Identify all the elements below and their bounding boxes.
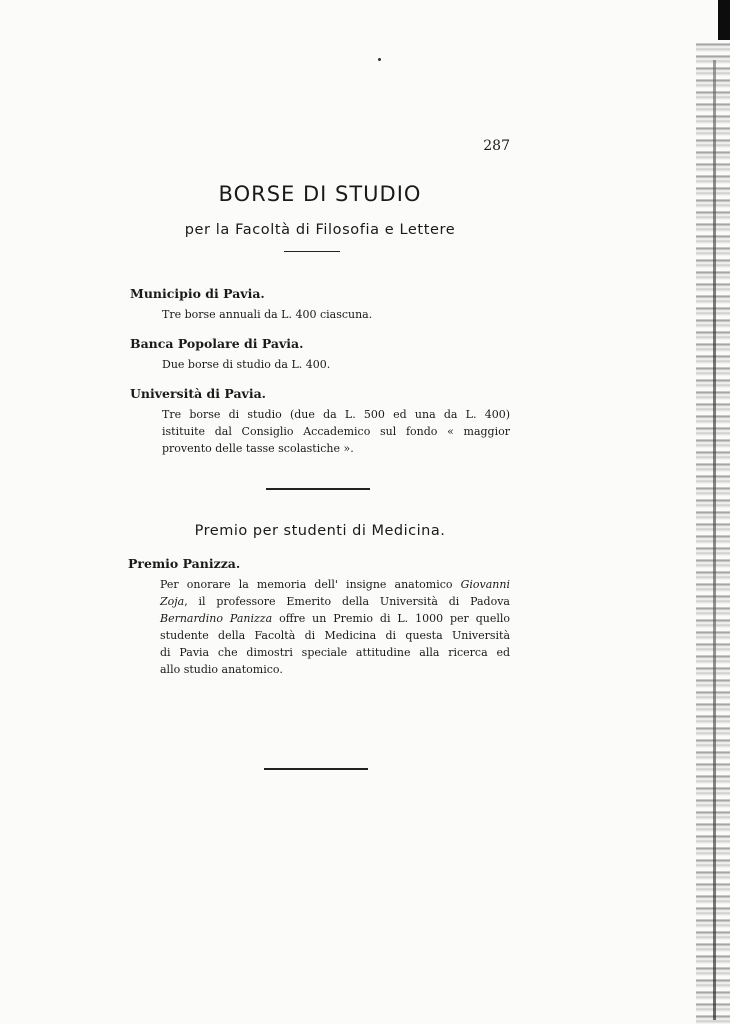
text-line	[160, 593, 510, 610]
prize-heading: Premio Panizza.	[128, 556, 241, 571]
page-subtitle: per la Facoltà di Filosofia e Lettere	[184, 222, 456, 238]
text-run: , il professore Emerito della Università di Padova	[184, 595, 510, 608]
scholarship-text: Tre borse annuali da L. 400 ciascuna.	[162, 308, 373, 321]
text-line: provento delle tasse scolastiche ».	[162, 442, 354, 455]
text-line	[160, 576, 510, 593]
scan-edge-line	[713, 60, 716, 1020]
scholarship-heading: Università di Pavia.	[130, 386, 267, 401]
text-line: allo studio anatomico.	[160, 663, 283, 676]
person-name: Zoja	[160, 595, 185, 608]
section-divider	[266, 488, 370, 490]
text-run: offre un Premio di L. 1000 per quello	[272, 612, 511, 625]
text-line: di Pavia che dimostri speciale attitudine alla ricerca ed	[160, 646, 510, 659]
text-run: Per onorare la memoria dell' insigne anatomico	[160, 578, 461, 591]
person-name: Bernardino Panizza	[160, 612, 273, 625]
scholarship-heading: Banca Popolare di Pavia.	[130, 336, 304, 351]
text-line: studente della Facoltà di Medicina di questa Università	[160, 629, 510, 642]
prize-text-block	[160, 576, 510, 678]
scholarship-text: Due borse di studio da L. 400.	[162, 358, 331, 371]
text-line: Tre borse di studio (due da L. 500 ed una da L. 400)	[162, 408, 510, 421]
section-divider	[264, 768, 368, 770]
scan-speck	[378, 58, 381, 61]
scan-edge-top	[718, 0, 730, 40]
page-title: BORSE DI STUDIO	[218, 182, 422, 206]
divider-short	[284, 251, 340, 252]
scholarship-text-block	[162, 406, 510, 457]
text-line	[160, 610, 510, 627]
scholarship-heading: Municipio di Pavia.	[130, 286, 265, 301]
prize-section-title: Premio per studenti di Medicina.	[194, 523, 446, 539]
text-line: istituite dal Consiglio Accademico sul fondo « maggior	[162, 425, 510, 438]
page-number: 287	[483, 138, 510, 154]
person-name: Giovanni	[460, 578, 510, 591]
